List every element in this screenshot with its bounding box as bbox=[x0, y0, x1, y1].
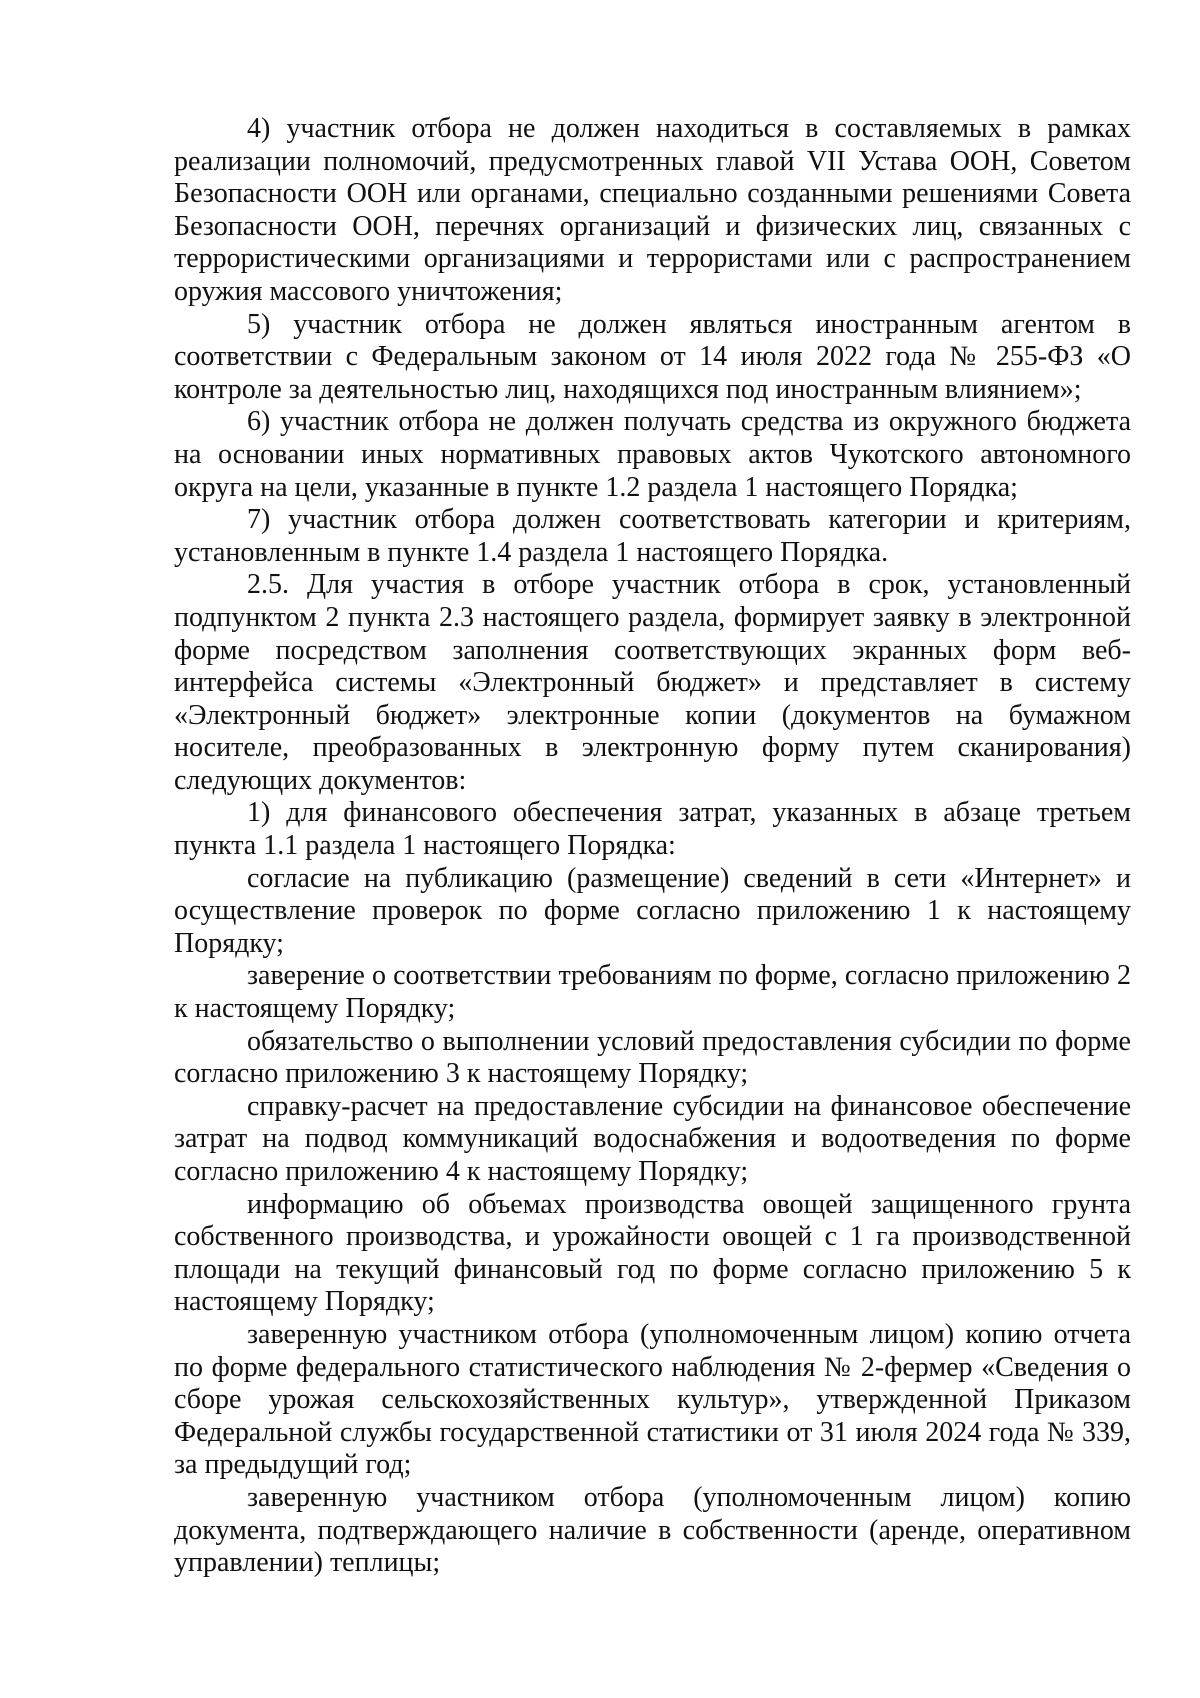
paragraph-greenhouse-ownership-copy: заверенную участником отбора (уполномоченным лицом) копию документа, подтверждающего наличие в собственности (аренде, оперативном управлении) теплицы; bbox=[174, 1481, 1131, 1579]
paragraph-obligation: обязательство о выполнении условий предоставления субсидии по форме согласно приложению 3 к настоящему Порядку; bbox=[174, 1025, 1131, 1090]
paragraph-compliance-assurance: заверение о соответствии требованиям по форме, согласно приложению 2 к настоящему Порядку; bbox=[174, 960, 1131, 1025]
document-body bbox=[174, 113, 1131, 1580]
paragraph-consent-publication: согласие на публикацию (размещение) сведений в сети «Интернет» и осуществление проверок по форме согласно приложению 1 к настоящему Порядку; bbox=[174, 862, 1131, 959]
paragraph-item-7-criteria: 7) участник отбора должен соответствовать категории и критериям, установленным в пункте 1.4 раздела 1 настоящего Порядка. bbox=[174, 504, 1131, 568]
paragraph-item-4-un-lists: 4) участник отбора не должен находиться в составляемых в рамках реализации полномочий, предусмотренных главой VII Устава ООН, Советом Безопасности ООН или органами, специально созданными решениями Совета Безопасности ООН, перечнях организаций и физических лиц, связанных с террористическими организациями и террористами или с распространением оружия массового уничтожения; bbox=[174, 113, 1131, 307]
paragraph-item-5-foreign-agent: 5) участник отбора не должен являться иностранным агентом в соответствии с Федеральным законом от 14 июля 2022 года № 255-ФЗ «О контроле за деятельностью лиц, находящихся под иностранным влиянием»; bbox=[174, 308, 1131, 405]
paragraph-subitem-1-costs: 1) для финансового обеспечения затрат, указанных в абзаце третьем пункта 1.1 раздела 1 настоящего Порядка: bbox=[174, 797, 1131, 862]
paragraph-section-2-5: 2.5. Для участия в отборе участник отбора в срок, установленный подпунктом 2 пункта 2.3 настоящего раздела, формирует заявку в электронной форме посредством заполнения соответствующих экранных форм веб-интерфейса системы «Электронный бюджет» и представляет в систему «Электронный бюджет» электронные копии (документов на бумажном носителе, преобразованных в электронную форму путем сканирования) следующих документов: bbox=[174, 569, 1131, 796]
paragraph-calculation-certificate: справку-расчет на предоставление субсидии на финансовое обеспечение затрат на подвод коммуникаций водоснабжения и водоотведения по форме согласно приложению 4 к настоящему Порядку; bbox=[174, 1090, 1131, 1187]
paragraph-item-6-district-budget: 6) участник отбора не должен получать средства из окружного бюджета на основании иных нормативных правовых актов Чукотского автономного округа на цели, указанные в пункте 1.2 раздела 1 настоящего Порядка; bbox=[174, 406, 1131, 503]
paragraph-production-info: информацию об объемах производства овощей защищенного грунта собственного производства, и урожайности овощей с 1 га производственной площади на текущий финансовый год по форме согласно приложению 5 к настоящему Порядку; bbox=[174, 1188, 1131, 1318]
paragraph-statistics-report-copy: заверенную участником отбора (уполномоченным лицом) копию отчета по форме федерального статистического наблюдения № 2-фермер «Сведения о сборе урожая сельскохозяйственных культур», утвержденной Приказом Федеральной службы государственной статистики от 31 июля 2024 года № 339, за предыдущий год; bbox=[174, 1318, 1131, 1481]
